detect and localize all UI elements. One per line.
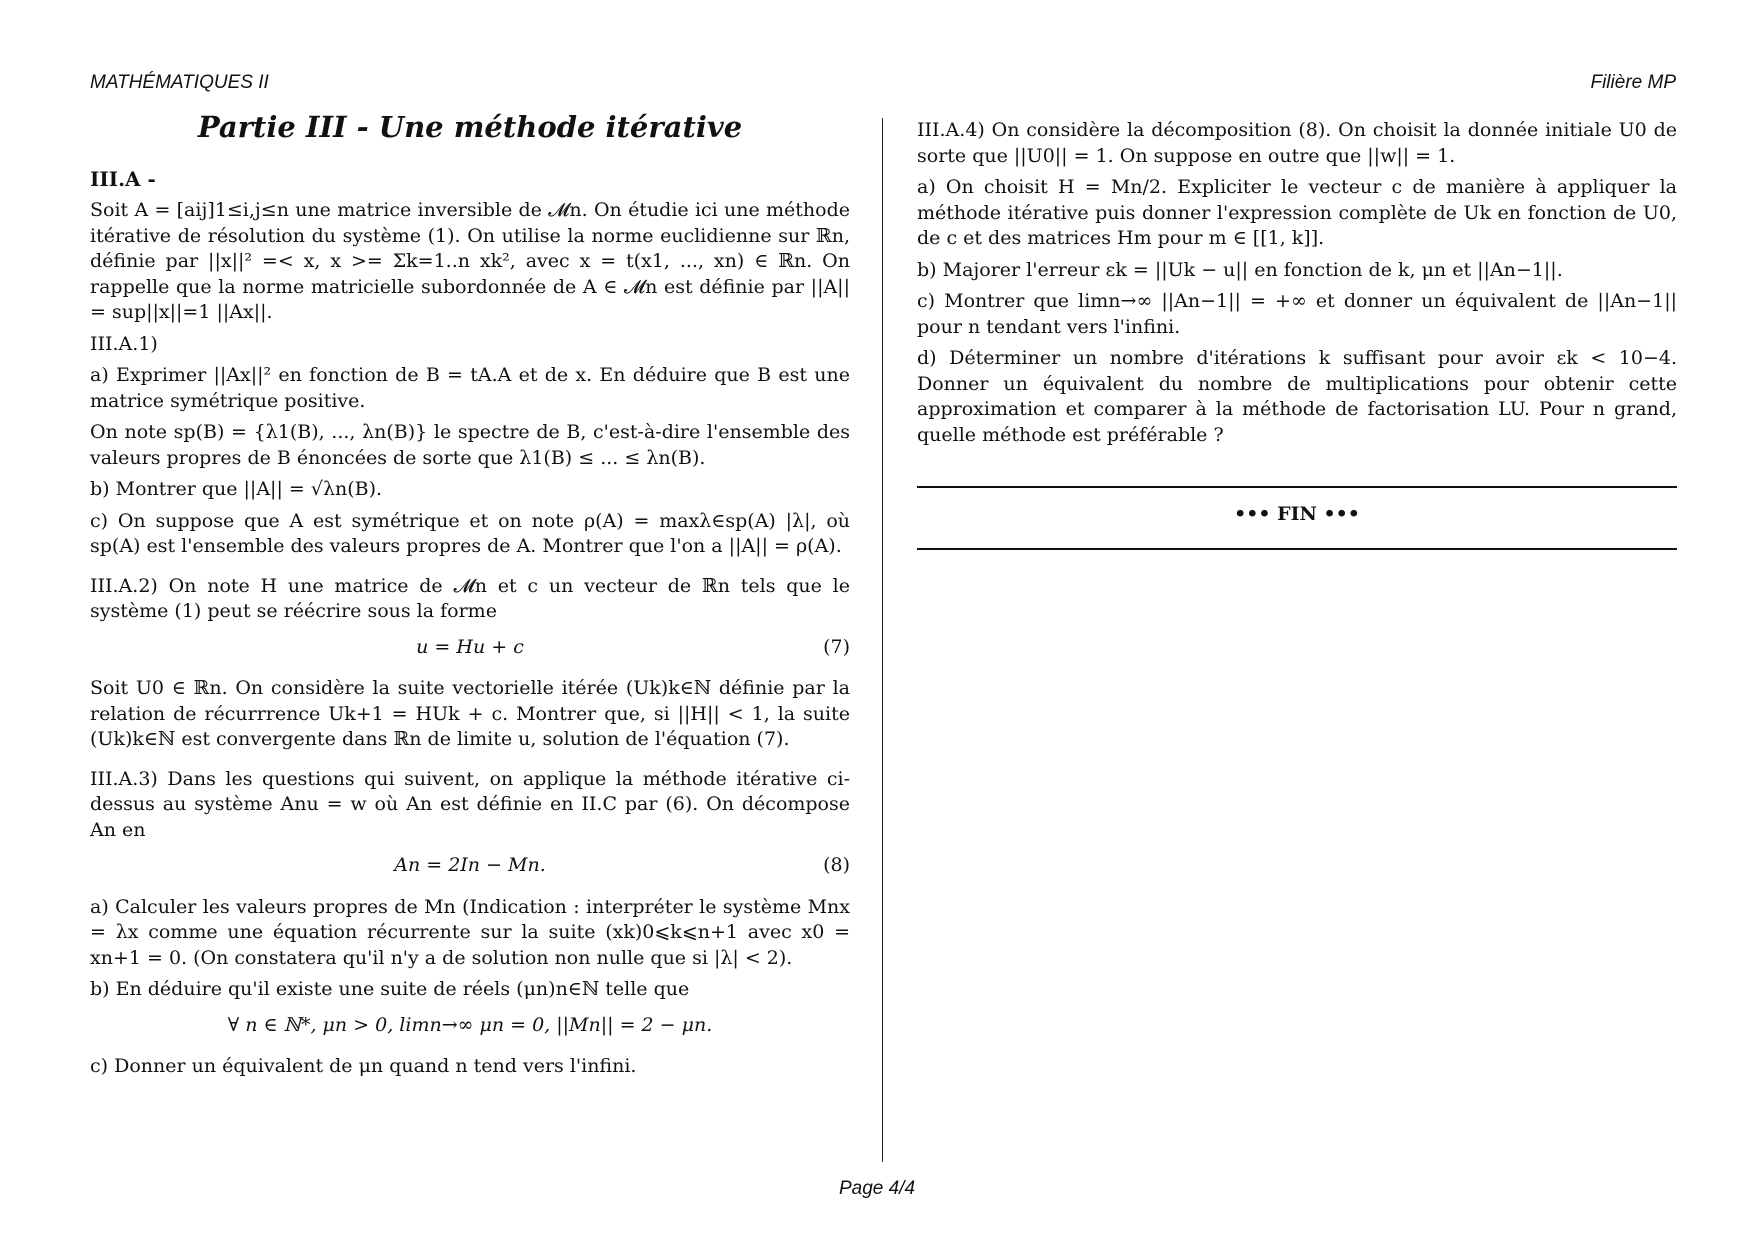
equation-mu-body: ∀ n ∈ ℕ*, μn > 0, limn→∞ μn = 0, ||Mn|| = 2 − μn. [227,1013,713,1036]
question-1b: b) Montrer que ||A|| = √λn(B). [90,478,383,500]
end-marker-text: ••• FIN ••• [1234,503,1360,525]
question-1a: a) Exprimer ||Ax||² en fonction de B = tA.A et de x. En déduire que B est une matrice symétrique positive. [90,364,850,412]
end-marker [917,486,1677,550]
header-subject: MATHÉMATIQUES II [90,72,269,93]
equation-mu [90,1013,850,1039]
question-2-continued: Soit U0 ∈ ℝn. On considère la suite vectorielle itérée (Uk)k∈ℕ définie par la relation de récurrrence Uk+1 = HUk + c. Montrer que, si ||H|| < 1, la suite (Uk)k∈ℕ est convergente dans ℝn de limite u, solution de l'équation (7). [90,677,850,750]
column-divider [882,118,883,1162]
equation-8 [90,853,850,879]
question-4c: c) Montrer que limn→∞ ||An−1|| = +∞ et donner un équivalent de ||An−1|| pour n tendant vers l'infini. [917,290,1677,338]
question-3a: a) Calculer les valeurs propres de Mn (Indication : interpréter le système Mnx = λx comme une équation récurrente sur la suite (xk)0⩽k⩽n+1 avec x0 = xn+1 = 0. (On constatera qu'il n'y a de solution non nulle que si |λ| < 2). [90,895,850,969]
question-1-spectrum: On note sp(B) = {λ1(B), ..., λn(B)} le spectre de B, c'est-à-dire l'ensemble des valeurs propres de B énoncées de sorte que λ1(B) ≤ ... ≤ λn(B). [90,421,850,469]
question-2: III.A.2) On note H une matrice de 𝓜n et c un vecteur de ℝn tels que le système (1) peut se réécrire sous la forme [90,574,850,622]
question-4d: d) Déterminer un nombre d'itérations k suffisant pour avoir εk < 10−4. Donner un équivalent du nombre de multiplications pour obtenir cette approximation et comparer à la méthode de factorisation LU. Pour n grand, quelle méthode est préférable ? [917,347,1677,446]
equation-7 [90,635,850,661]
question-4: III.A.4) On considère la décomposition (8). On choisit la donnée initiale U0 de sorte que ||U0|| = 1. On suppose en outre que ||w|| = 1. [917,119,1677,167]
question-4b: b) Majorer l'erreur εk = ||Uk − u|| en fonction de k, μn et ||An−1||. [917,258,1563,281]
right-column [917,118,1677,550]
question-3b: b) En déduire qu'il existe une suite de réels (μn)n∈ℕ telle que [90,978,690,1000]
equation-8-number: (8) [823,854,850,876]
left-column [90,110,850,1086]
question-1c: c) On suppose que A est symétrique et on note ρ(A) = maxλ∈sp(A) |λ|, où sp(A) est l'ensemble des valeurs propres de A. Montrer que l'on a ||A|| = ρ(A). [90,509,850,557]
question-3c: c) Donner un équivalent de μn quand n tend vers l'infini. [90,1055,637,1077]
section-heading: III.A - [90,166,156,191]
question-3: III.A.3) Dans les questions qui suivent, on applique la méthode itérative ci-dessus au système Anu = w où An est définie en II.C par (6). On décompose An en [90,767,850,841]
part-title: Partie III - Une méthode itérative [197,110,743,144]
question-4a: a) On choisit H = Mn/2. Expliciter le vecteur c de manière à appliquer la méthode itérative puis donner l'expression complète de Uk en fonction de U0, de c et des matrices Hm pour m ∈ [[1, k]]. [917,176,1677,249]
equation-8-body: An = 2In − Mn. [394,854,546,876]
question-label-1: III.A.1) [90,332,158,355]
header-track: Filière MP [1590,72,1676,93]
equation-7-number: (7) [823,635,850,658]
equation-7-body: u = Hu + c [416,635,524,658]
intro-paragraph: Soit A = [aij]1≤i,j≤n une matrice inversible de 𝓜n. On étudie ici une méthode itérative de résolution du système (1). On utilise la norme euclidienne sur ℝn, définie par ||x||² =< x, x >= Σk=1..n xk², avec x = t(x1, ..., xn) ∈ ℝn. On rappelle que la norme matricielle subordonnée de A ∈ 𝓜n est définie par ||A|| = sup||x||=1 ||Ax||. [90,199,850,323]
page-number: Page 4/4 [838,1178,916,1199]
